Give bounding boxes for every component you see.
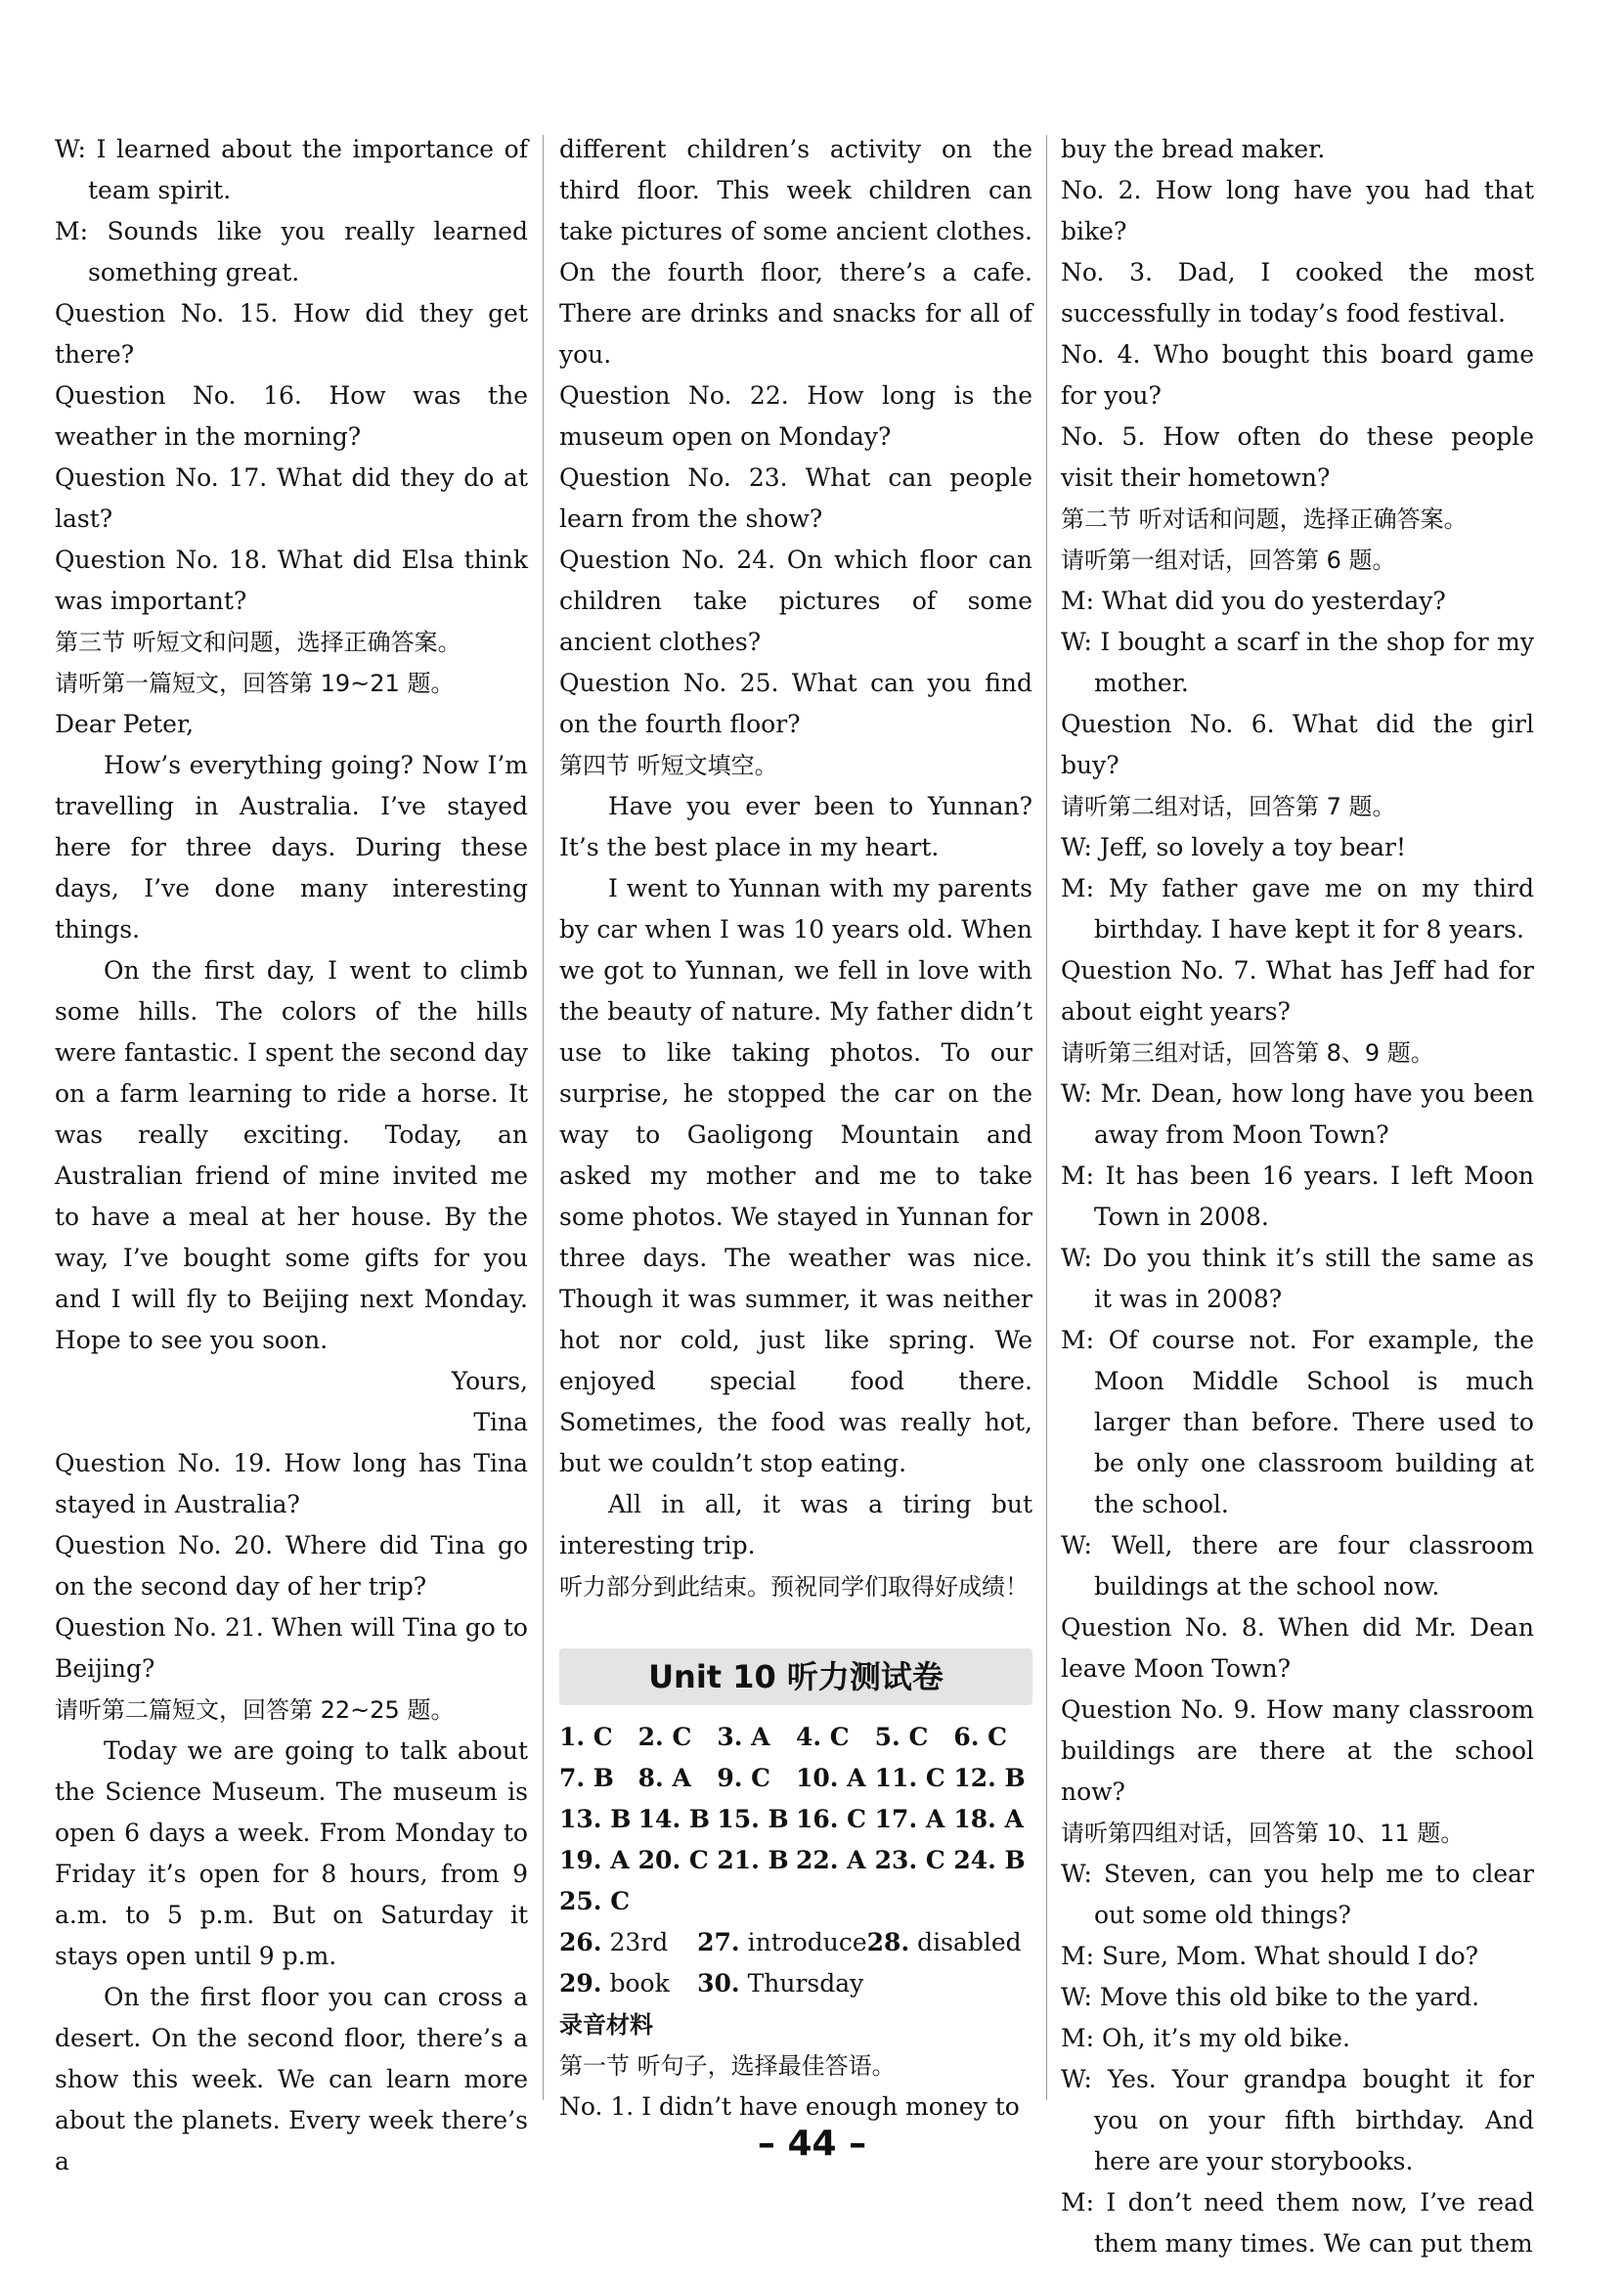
fill-answer-value: disabled [917, 1928, 1022, 1956]
paragraph: All in all, it was a tiring but interesting trip. [559, 1490, 1032, 1559]
paragraph: On the first floor you can cross a desert. On the second floor, there’s a show this week. We can learn more about the planets. Every week there’s a [55, 1983, 528, 2175]
fill-answer-number: 27. [697, 1928, 740, 1956]
answer-item: 2. C [637, 1723, 692, 1751]
paragraph: No. 2. How long have you had that bike? [1061, 176, 1534, 245]
answer-item: 9. C [717, 1764, 771, 1792]
paragraph: Question No. 7. What has Jeff had for about eight years? [1061, 956, 1534, 1026]
paragraph: Question No. 9. How many classroom buildings are there at the school now? [1061, 1695, 1534, 1806]
answer-item: 5. C [874, 1723, 929, 1751]
answer-item: 8. A [637, 1764, 691, 1792]
paragraph: 听力部分到此结束。预祝同学们取得好成绩！ [559, 1573, 1029, 1601]
paragraph: M: I don’t need them now, I’ve read them many times. We can put them [1061, 2188, 1534, 2258]
column-middle-text [559, 129, 1032, 1607]
answer-item: 3. A [717, 1723, 770, 1751]
fill-answer-value: book [609, 1969, 670, 1998]
answer-item: 10. A [795, 1764, 866, 1792]
answer-item: 12. B [953, 1764, 1026, 1792]
answer-item: 6. C [953, 1723, 1008, 1751]
fill-answer-number: 29. [559, 1969, 602, 1998]
paragraph: Question No. 17. What did they do at last? [55, 463, 528, 533]
paragraph: 第四节 听短文填空。 [559, 752, 778, 779]
fill-answer-number: 26. [559, 1928, 602, 1956]
paragraph: W: Steven, can you help me to clear out some old things? [1061, 1860, 1534, 1929]
unit-heading: Unit 10 听力测试卷 [559, 1648, 1032, 1705]
paragraph: 请听第二组对话，回答第 7 题。 [1061, 793, 1396, 820]
answer-item: 19. A [559, 1846, 630, 1874]
fill-answer-item [697, 1963, 867, 2004]
paragraph: Question No. 6. What did the girl buy? [1061, 710, 1534, 779]
paragraph: I went to Yunnan with my parents by car when I was 10 years old. When we got to Yunnan, we fell in love with the beauty of nature. My father didn’t use to like taking photos. To our surprise, he stopped the car on the way to Gaoligong Mountain and asked my mother and me to take some photos. We stayed in Yunnan for three days. The weather was nice. Though it was summer, it was neither hot nor cold, just like spring. We enjoyed special food there. Sometimes, the food was really hot, but we couldn’t stop eating. [559, 874, 1032, 1477]
paragraph: W: Move this old bike to the yard. [1061, 1983, 1480, 2011]
fill-answer-item [697, 1922, 867, 1963]
paragraph: Question No. 21. When will Tina go to Beijing? [55, 1613, 528, 1683]
paragraph: 请听第二篇短文，回答第 22~25 题。 [55, 1696, 455, 1724]
paragraph: No. 4. Who bought this board game for you? [1061, 340, 1534, 410]
paragraph: W: Mr. Dean, how long have you been away from Moon Town? [1061, 1079, 1534, 1149]
paragraph: Tina [473, 1408, 528, 1436]
paragraph: M: Sure, Mom. What should I do? [1061, 1942, 1479, 1970]
column-divider-left [543, 135, 544, 2100]
paragraph: Question No. 22. How long is the museum open on Monday? [559, 381, 1032, 451]
paragraph: Question No. 25. What can you find on the fourth floor? [559, 669, 1032, 738]
paragraph: 请听第四组对话，回答第 10、11 题。 [1061, 1820, 1465, 1847]
fill-answer-value: introduce [747, 1928, 867, 1956]
paragraph: 请听第一篇短文，回答第 19~21 题。 [55, 670, 455, 697]
paragraph: Question No. 24. On which floor can children take pictures of some ancient clothes? [559, 546, 1032, 656]
fill-answer-number: 28. [866, 1928, 910, 1956]
paragraph: Question No. 23. What can people learn from the show? [559, 463, 1032, 533]
paragraph: M: My father gave me on my third birthday. I have kept it for 8 years. [1061, 874, 1534, 944]
recording-text [559, 2045, 1032, 2128]
column-left [55, 129, 528, 2175]
fill-answer-value: Thursday [747, 1969, 864, 1998]
answer-item: 25. C [559, 1887, 631, 1915]
paragraph: buy the bread maker. [1061, 135, 1326, 163]
answer-item: 18. A [953, 1805, 1024, 1833]
paragraph: 第一节 听句子，选择最佳答语。 [559, 2052, 896, 2080]
paragraph: Question No. 19. How long has Tina stayed in Australia? [55, 1449, 528, 1518]
column-divider-right [1046, 135, 1047, 2100]
column-middle [559, 129, 1032, 2121]
paragraph: No. 1. I didn’t have enough money to [559, 2092, 1020, 2121]
answer-item: 1. C [559, 1723, 613, 1751]
page-number: – 44 – [757, 2124, 867, 2164]
paragraph: 第二节 听对话和问题，选择正确答案。 [1061, 505, 1468, 533]
answer-item: 13. B [559, 1805, 632, 1833]
fill-answer-item [559, 1963, 697, 2004]
fill-answer-number: 30. [697, 1969, 740, 1998]
paragraph: W: I learned about the importance of team spirit. [55, 135, 528, 204]
paragraph: W: Yes. Your grandpa bought it for you on your fifth birthday. And here are your storybooks. [1061, 2065, 1534, 2175]
paragraph: W: I bought a scarf in the shop for my mother. [1061, 628, 1534, 697]
fill-answer-item [867, 1922, 1032, 1963]
answer-key-choices [559, 1717, 1032, 1922]
answer-item: 22. A [795, 1846, 866, 1874]
answer-key-fill [559, 1922, 1032, 2004]
paragraph: W: Do you think it’s still the same as it was in 2008? [1061, 1244, 1534, 1313]
answer-item: 4. C [795, 1723, 850, 1751]
answer-item: 24. B [953, 1846, 1026, 1874]
paragraph: M: Of course not. For example, the Moon Middle School is much larger than before. There used to be only one classroom building at the school. [1061, 1326, 1534, 1518]
paragraph: Have you ever been to Yunnan? It’s the best place in my heart. [559, 792, 1032, 861]
paragraph: 请听第一组对话，回答第 6 题。 [1061, 547, 1396, 574]
paragraph: No. 5. How often do these people visit their hometown? [1061, 422, 1534, 492]
answer-item: 23. C [874, 1846, 945, 1874]
answer-item: 7. B [559, 1764, 614, 1792]
paragraph: Question No. 16. How was the weather in the morning? [55, 381, 528, 451]
paragraph: W: Jeff, so lovely a toy bear! [1061, 833, 1407, 861]
paragraph: 第三节 听短文和问题，选择正确答案。 [55, 629, 461, 656]
answer-item: 21. B [717, 1846, 789, 1874]
paragraph: On the first day, I went to climb some hills. The colors of the hills were fantastic. I spent the second day on a farm learning to ride a horse. It was really exciting. Today, an Australian friend of mine invited me to have a meal at her house. By the way, I’ve bought some gifts for you and I will fly to Beijing next Monday. Hope to see you soon. [55, 956, 528, 1354]
paragraph: M: Oh, it’s my old bike. [1061, 2024, 1350, 2052]
paragraph: Yours, [451, 1367, 528, 1395]
paragraph: How’s everything going? Now I’m travelling in Australia. I’ve stayed here for three days. During these days, I’ve done many interesting things. [55, 751, 528, 944]
paragraph: M: Sounds like you really learned something great. [55, 217, 528, 286]
paragraph: Question No. 8. When did Mr. Dean leave Moon Town? [1061, 1613, 1534, 1683]
paragraph: W: Well, there are four classroom buildings at the school now. [1061, 1531, 1534, 1601]
answer-item: 17. A [874, 1805, 945, 1833]
paragraph: No. 3. Dad, I cooked the most successfully in today’s food festival. [1061, 258, 1534, 328]
paragraph: Question No. 20. Where did Tina go on the second day of her trip? [55, 1531, 528, 1601]
recording-label: 录音材料 [559, 2011, 653, 2039]
fill-answer-item [559, 1922, 697, 1963]
answer-item: 15. B [717, 1805, 789, 1833]
paragraph: M: What did you do yesterday? [1061, 587, 1446, 615]
paragraph: Dear Peter, [55, 710, 195, 738]
paragraph: Question No. 15. How did they get there? [55, 299, 528, 369]
answer-item: 11. C [874, 1764, 945, 1792]
paragraph: 请听第三组对话，回答第 8、9 题。 [1061, 1039, 1434, 1067]
answer-item: 14. B [637, 1805, 710, 1833]
column-right [1061, 129, 1534, 2258]
paragraph: M: It has been 16 years. I left Moon Town in 2008. [1061, 1162, 1534, 1231]
fill-answer-value: 23rd [609, 1928, 669, 1956]
paragraph: Question No. 18. What did Elsa think was important? [55, 546, 528, 615]
answer-item: 20. C [637, 1846, 709, 1874]
paragraph: Today we are going to talk about the Science Museum. The museum is open 6 days a week. From Monday to Friday it’s open for 8 hours, from 9 a.m. to 5 p.m. But on Saturday it stays open until 9 p.m. [55, 1736, 528, 1970]
paragraph: different children’s activity on the third floor. This week children can take pictures of some ancient clothes. On the fourth floor, there’s a cafe. There are drinks and snacks for all of you. [559, 135, 1032, 369]
answer-item: 16. C [795, 1805, 867, 1833]
